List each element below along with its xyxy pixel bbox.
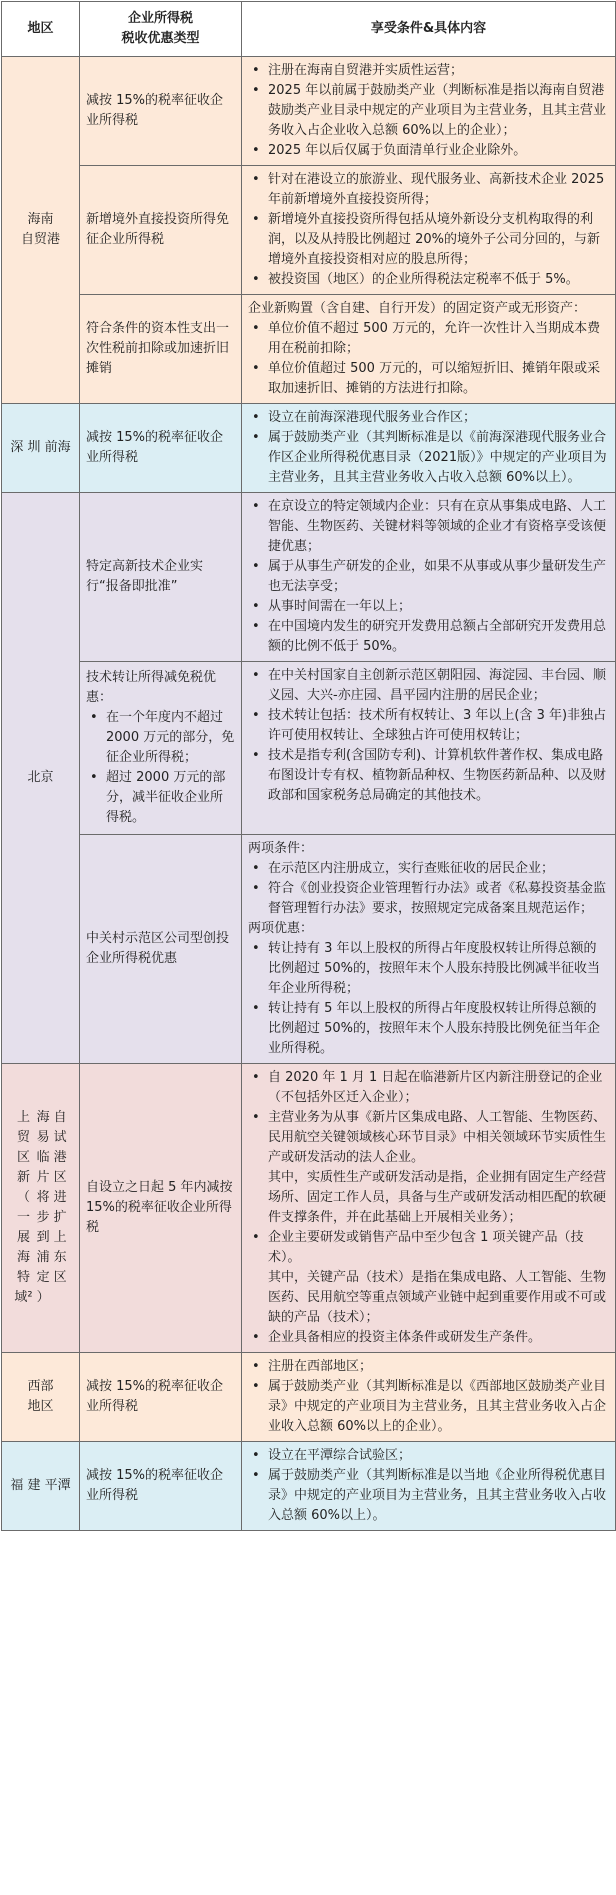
region-text-col2 xyxy=(37,1108,50,1308)
table-row xyxy=(2,1442,616,1531)
tax-incentive-table xyxy=(1,1,616,1531)
list-item: • 新增境外直接投资所得包括从境外新设分支机构取得的利润，以及从持股比例超过 20%的境外子公司分回的，与新增境外直接投资相对应的股息所得； xyxy=(268,210,609,270)
conditions-intro: 企业新购置（含自建、自行开发）的固定资产或无形资产： xyxy=(248,301,587,316)
region-char: （ xyxy=(16,1190,30,1205)
region-char: 域² xyxy=(14,1290,33,1305)
region-char: 区 xyxy=(53,1170,67,1185)
list-item: • 2025 年以前属于鼓励类产业（判断标准是指以海南自贸港鼓励类产业目录中规定的产业项目为主营业务，且其主营业务收入占企业收入总额 60%以上的企业）； xyxy=(268,81,609,141)
list-item: • 注册在海南自贸港并实质性运营； xyxy=(268,61,609,81)
list-item: • 转让持有 3 年以上股权的所得占年度股权转让所得总额的比例超过 50%的，按照年末个人股东持股比例减半征收当年企业所得税； xyxy=(268,939,609,999)
type-cell: 特定高新技术企业实行“报备即批准” xyxy=(80,493,242,662)
type-cell: 新增境外直接投资所得免征企业所得税 xyxy=(80,166,242,295)
list-item: • 单位价值不超过 500 万元的，允许一次性计入当期成本费用在税前扣除； xyxy=(268,319,609,359)
region-char: 试 xyxy=(53,1130,67,1145)
region-cell-west: 西部 地区 xyxy=(2,1353,80,1442)
region-char: 进 xyxy=(53,1190,67,1205)
region-cell-hainan: 海南 自贸港 xyxy=(2,57,80,404)
type-cell: 中关村示范区公司型创投企业所得税优惠 xyxy=(80,835,242,1064)
table-row xyxy=(2,1064,616,1353)
conditions-cell xyxy=(242,1442,616,1531)
table-row xyxy=(2,57,616,166)
region-cell-beijing: 北京 xyxy=(2,493,80,1064)
type-cell: 技术转让所得减免税优惠： • 在一个年度内不超过 2000 万元的部分，免征企业所得税； • 超过 2000 万元的部分，减半征收企业所得税。 xyxy=(80,662,242,835)
region-char: 一 xyxy=(16,1210,30,1225)
list-item: • 设立在前海深港现代服务业合作区； xyxy=(268,408,609,428)
conditions-cell xyxy=(242,662,616,835)
list-item: • 从事时间需在一年以上； xyxy=(268,597,609,617)
list-item: • 2025 年以后仅属于负面清单行业企业除外。 xyxy=(268,141,609,161)
region-char: 东 xyxy=(53,1250,67,1265)
list-item: • 企业具备相应的投资主体条件或研发生产条件。 xyxy=(268,1328,609,1348)
table-row xyxy=(2,835,616,1064)
list-item: • 主营业务为从事《新片区集成电路、人工智能、生物医药、民用航空关键领域核心环节目录》中相关领域环节实质性生产或研发活动的法人企业。 xyxy=(268,1108,609,1168)
list-item: • 转让持有 5 年以上股权的所得占年度股权转让所得总额的比例超过 50%的，按照年末个人股东持股比例免征当年企业所得税。 xyxy=(268,999,609,1059)
list-item: • 被投资国（地区）的企业所得税法定税率不低于 5%。 xyxy=(268,270,609,290)
list-item: • 注册在西部地区； xyxy=(268,1357,609,1377)
list-item: • 在一个年度内不超过 2000 万元的部分，免征企业所得税； xyxy=(106,708,235,768)
type-cell: 减按 15%的税率征收企业所得税 xyxy=(80,404,242,493)
region-char: 特 xyxy=(16,1270,30,1285)
benefits-label: 两项优惠： xyxy=(248,921,314,936)
list-item: • 技术转让包括：技术所有权转让、3 年以上(含 3 年)非独占许可使用权转让、全球独占许可使用权转让； xyxy=(268,706,609,746)
region-char: 上 xyxy=(53,1230,67,1245)
type-cell: 减按 15%的税率征收企业所得税 xyxy=(80,1442,242,1531)
conditions-cell xyxy=(242,835,616,1064)
list-item: • 属于鼓励类产业（其判断标准是以当地《企业所得税优惠目录》中规定的产业项目为主营业务，且其主营业务收入占收入总额 60%以上）。 xyxy=(268,1466,609,1526)
conditions-cell xyxy=(242,57,616,166)
region-text-col3 xyxy=(54,1108,67,1308)
list-item: • 设立在平潭综合试验区； xyxy=(268,1446,609,1466)
conditions-cell xyxy=(242,1353,616,1442)
region-char: 将 xyxy=(36,1190,50,1205)
conditions-cell xyxy=(242,295,616,404)
list-item: • 单位价值超过 500 万元的，可以缩短折旧、摊销年限或采取加速折旧、摊销的方法进行扣除。 xyxy=(268,359,609,399)
conditions-cell xyxy=(242,1064,616,1353)
type-cell: 减按 15%的税率征收企业所得税 xyxy=(80,1353,242,1442)
region-char: 扩 xyxy=(53,1210,67,1225)
region-char: 海 xyxy=(16,1250,30,1265)
table-header-row xyxy=(2,2,616,57)
header-type: 企业所得税 税收优惠类型 xyxy=(80,2,242,57)
conditions-cell xyxy=(242,166,616,295)
list-item: • 针对在港设立的旅游业、现代服务业、高新技术企业 2025 年前新增境外直接投资所得； xyxy=(268,170,609,210)
region-char: 上 xyxy=(16,1110,30,1125)
list-item: • 企业主要研发或销售产品中至少包含 1 项关键产品（技术）。 xyxy=(268,1228,609,1268)
table-row xyxy=(2,493,616,662)
region-char: 浦 xyxy=(36,1250,50,1265)
region-char: 自 xyxy=(53,1110,67,1125)
region-cell-shenzhen: 深 圳 前海 xyxy=(2,404,80,493)
list-item: • 超过 2000 万元的部分，减半征收企业所得税。 xyxy=(106,768,235,828)
list-item: • 符合《创业投资企业管理暂行办法》或者《私募投资基金监督管理暂行办法》要求，按照规定完成备案且规范运作； xyxy=(268,879,609,919)
region-char: ） xyxy=(36,1290,50,1305)
list-item: • 属于从事生产研发的企业，如果不从事或从事少量研发生产也无法享受； xyxy=(268,557,609,597)
list-item: • 自 2020 年 1 月 1 日起在临港新片区内新注册登记的企业（不包括外区迁入企业）； xyxy=(268,1068,609,1108)
region-char: 新 xyxy=(16,1170,30,1185)
header-conditions: 享受条件&具体内容 xyxy=(242,2,616,57)
type-cell: 减按 15%的税率征收企业所得税 xyxy=(80,57,242,166)
region-cell-fujian: 福 建 平潭 xyxy=(2,1442,80,1531)
region-char: 贸 xyxy=(16,1130,30,1145)
table-row xyxy=(2,404,616,493)
table-row xyxy=(2,166,616,295)
list-item: • 在示范区内注册成立，实行查账征收的居民企业； xyxy=(268,859,609,879)
table-row xyxy=(2,295,616,404)
conditions-cell xyxy=(242,493,616,662)
table-row xyxy=(2,1353,616,1442)
header-region: 地区 xyxy=(2,2,80,57)
region-char: 展 xyxy=(16,1230,30,1245)
region-char: 片 xyxy=(36,1170,50,1185)
type-cell: 自设立之日起 5 年内减按 15%的税率征收企业所得税 xyxy=(80,1064,242,1353)
region-char: 易 xyxy=(36,1130,50,1145)
region-cell-shanghai xyxy=(2,1064,80,1353)
list-item: • 在京设立的特定领域内企业：只有在京从事集成电路、人工智能、生物医药、关键材料等领域的企业才有资格享受该便捷优惠； xyxy=(268,497,609,557)
region-char: 港 xyxy=(53,1150,67,1165)
region-char: 区 xyxy=(16,1150,30,1165)
list-item: • 属于鼓励类产业（其判断标准是以《前海深港现代服务业合作区企业所得税优惠目录（2021版）》中规定的产业项目为主营业务，且其主营业务收入占收入总额 60%以上）。 xyxy=(268,428,609,488)
region-char: 定 xyxy=(36,1270,50,1285)
list-item: • 在中关村国家自主创新示范区朝阳园、海淀园、丰台园、顺义园、大兴-亦庄园、昌平园内注册的居民企业； xyxy=(268,666,609,706)
list-item: • 在中国境内发生的研究开发费用总额占全部研究开发费用总额的比例不低于 50%。 xyxy=(268,617,609,657)
explanation: 其中，实质性生产或研发活动是指，企业拥有固定生产经营场所、固定工作人员，具备与生产或研发活动相匹配的软硬件支撑条件，并在此基础上开展相关业务）； xyxy=(268,1170,607,1225)
explanation: 其中，关键产品（技术）是指在集成电路、人工智能、生物医药、民用航空等重点领域产业链中起到重要作用或不可或缺的产品（技术）； xyxy=(268,1270,607,1325)
region-char: 步 xyxy=(36,1210,50,1225)
list-item: • 技术是指专利(含国防专利)、计算机软件著作权、集成电路布图设计专有权、植物新品种权、生物医药新品种、以及财政部和国家税务总局确定的其他技术。 xyxy=(268,746,609,806)
conditions-cell xyxy=(242,404,616,493)
region-char: 临 xyxy=(36,1150,50,1165)
table-row xyxy=(2,662,616,835)
region-char: 区 xyxy=(53,1270,67,1285)
list-item: • 属于鼓励类产业（其判断标准是以《西部地区鼓励类产业目录》中规定的产业项目为主营业务，且其主营业务收入占企业收入总额 60%以上的企业）。 xyxy=(268,1377,609,1437)
conditions-label: 两项条件： xyxy=(248,841,314,856)
region-char: 海 xyxy=(36,1110,50,1125)
region-char: 到 xyxy=(36,1230,50,1245)
type-cell: 符合条件的资本性支出一次性税前扣除或加速折旧摊销 xyxy=(80,295,242,404)
region-text-col1 xyxy=(14,1108,32,1308)
